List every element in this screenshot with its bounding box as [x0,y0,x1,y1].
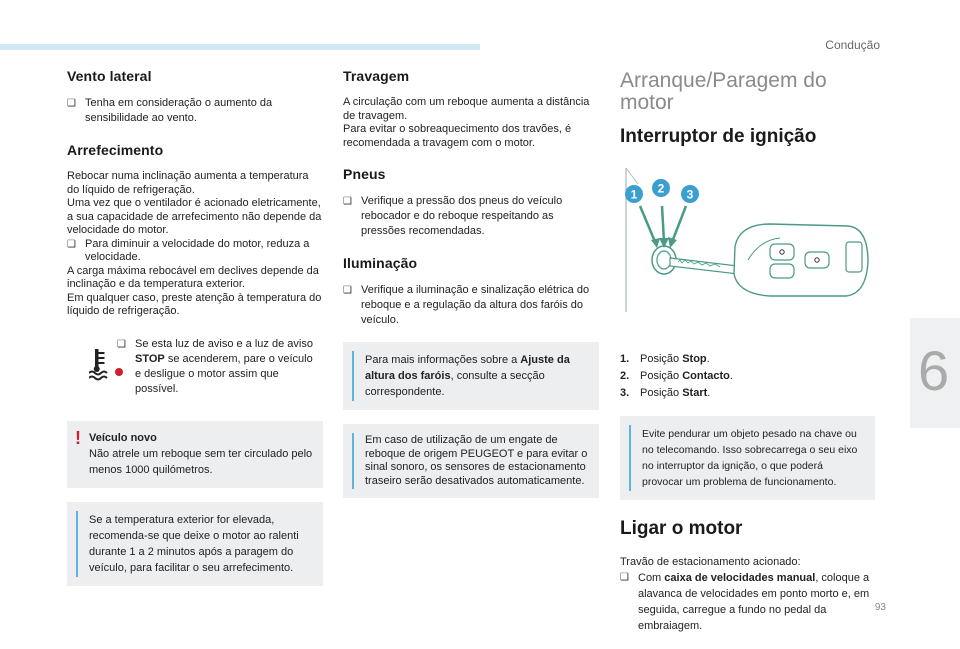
column-2 [343,62,599,512]
callout-2 [652,179,670,197]
info-box-farois: Para mais informações sobre a Ajuste da altura dos faróis, consulte a secção correspondente. [343,342,599,410]
page-number: 93 [874,602,886,613]
checkbox-bullet-icon: ❑ [343,196,352,207]
svg-text:2: 2 [657,181,665,196]
info-bar-icon [629,425,631,491]
bullet-vento: ❑ Tenha em consideração o aumento da sensibilidade ao vento. [67,97,273,124]
ignition-switch-illustration [620,162,875,330]
column-3 [620,66,875,634]
arref-paragraph-3: A carga máxima rebocável em declives depende da inclinação e da temperatura exterior. [67,264,319,290]
info-box-chave: Evite pendurar um objeto pesado na chave ou no telecomando. Isso sobrecarrega o seu eixo no interruptor da ignição, o que poderá provocar um problema de funcionamento. [620,416,875,500]
info-box-engate: Em caso de utilização de um engate de reboque de origem PEUGEOT e para evitar o sinal sonoro, os sensores de estacionamento traseiro serão desativados automaticamente. [343,424,599,498]
bullet-warning-light: ❑ Se esta luz de aviso e a luz de aviso STOP se acenderem, pare o veículo e desligue o motor assim que possível. [117,337,313,395]
column-1 [67,62,323,600]
position-item-1: 1. Posição Stop. [620,353,710,365]
info-bar-icon [76,511,78,577]
checkbox-bullet-icon: ❑ [67,238,76,250]
callout-3 [681,185,699,203]
bullet-pneus: ❑ Verifique a pressão dos pneus do veículo rebocador e do reboque respeitando as pressões recomendadas. [343,195,563,237]
travagem-paragraph-1: A circulação com um reboque aumenta a distância de travagem. [343,96,590,122]
svg-text:3: 3 [686,187,694,202]
top-accent-bar [0,44,480,50]
bullet-ligar: ❑ Com caixa de velocidades manual, coloque a alavanca de velocidades em ponto morto e, em seguida, carregue a fundo no pedal da embraiagem. [620,572,870,632]
warning-light-block [67,337,323,405]
position-item-2: 2. Posição Contacto. [620,370,733,382]
position-list [620,351,875,402]
bullet-iluminacao: ❑ Verifique a iluminação e sinalização elétrica do reboque e a regulação da altura dos faróis do veículo. [343,284,590,326]
position-item-3: 3. Posição Start. [620,387,711,399]
warning-box-veiculo-novo [67,421,323,488]
info-box-temperatura: Se a temperatura exterior for elevada, recomenda-se que deixe o motor ao ralenti durante 1 a 2 minutos após a paragem do veículo, para facilitar o seu arrefecimento. [67,502,323,586]
heading-interruptor-ignicao: Interruptor de ignição [620,126,817,147]
warning-title: Veículo novo [89,431,157,444]
section-name: Condução [825,38,880,52]
travagem-paragraph-2: Para evitar o sobreaquecimento dos travões, é recomendada a travagem com o motor. [343,123,572,149]
svg-text:1: 1 [630,187,638,202]
checkbox-bullet-icon: ❑ [343,285,352,296]
chapter-number: 6 [918,339,950,402]
heading-arrefecimento: Arrefecimento [67,142,164,158]
checkbox-bullet-icon: ❑ [67,98,76,109]
info-bar-icon [352,351,354,401]
heading-ligar-motor: Ligar o motor [620,518,743,539]
chapter-tab [910,318,960,428]
exclamation-icon: ! [75,427,81,448]
bullet-arref: ❑ Para diminuir a velocidade do motor, reduza a velocidade. [67,237,310,263]
info-bar-icon [352,433,354,489]
heading-vento-lateral: Vento lateral [67,68,152,84]
ligar-paragraph: Travão de estacionamento acionado: [620,556,801,568]
heading-iluminacao: Iluminação [343,255,418,271]
heading-pneus: Pneus [343,166,386,182]
checkbox-bullet-icon: ❑ [117,338,126,350]
heading-arranque-paragem: Arranque/Paragem do motor [620,69,827,114]
heading-travagem: Travagem [343,68,410,84]
checkbox-bullet-icon: ❑ [620,572,629,583]
arref-paragraph-2: Uma vez que o ventilador é acionado eletricamente, a sua capacidade de arrefecimento não depende da velocidade do motor. [67,197,322,236]
callout-1 [625,185,643,203]
warning-text: Não atrele um reboque sem ter circulado pelo menos 1000 quilómetros. [89,447,313,476]
arref-paragraph-1: Rebocar numa inclinação aumenta a temperatura do líquido de refrigeração. [67,170,309,196]
arref-paragraph-4: Em qualquer caso, preste atenção à temperatura do líquido de refrigeração. [67,291,322,317]
